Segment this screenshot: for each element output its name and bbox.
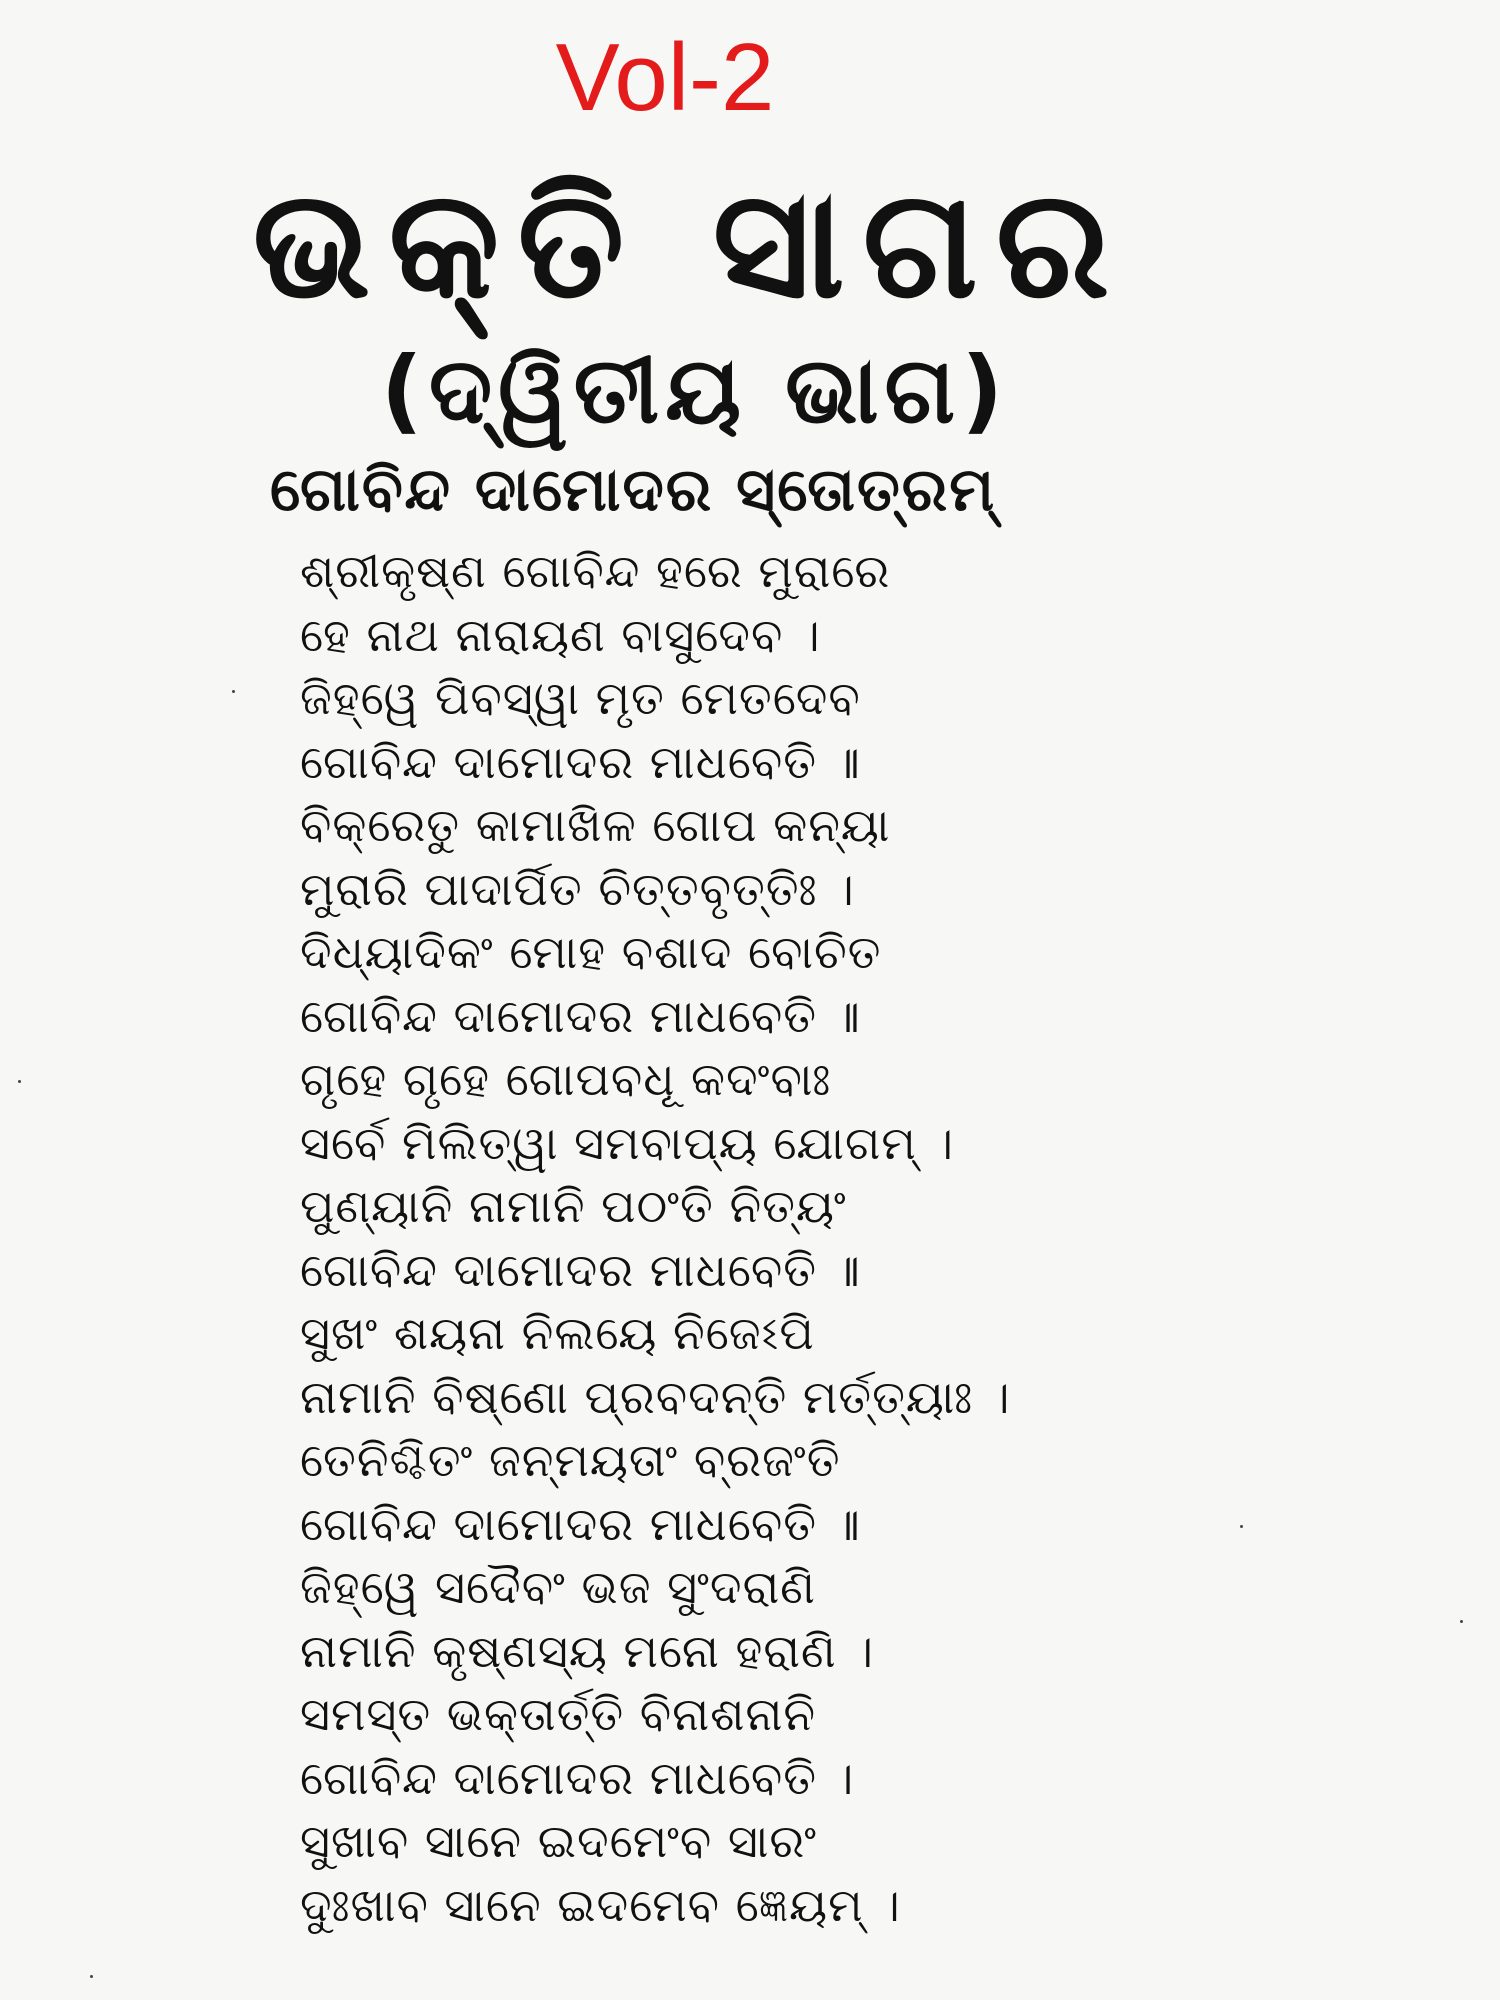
scan-speck (232, 690, 235, 693)
verse-line: ସୁଖାବ ସାନେ ଇଦମେଂବ ସାରଂ (300, 1814, 818, 1868)
verse-line: ନାମାନି ବିଷ୍ଣୋ ପ୍ରବଦନ୍ତି ମର୍ତ୍ତ୍ୟାଃ । (300, 1369, 1011, 1424)
verse-line: ଗୋବିନ୍ଦ ଦାମୋଦର ମାଧବେତି ॥ (300, 988, 861, 1043)
verse-line: ସୁଖଂ ଶୟନା ନିଲୟେ ନିଜେଽପି (300, 1306, 815, 1360)
verse-line: ଗୋବିନ୍ଦ ଦାମୋଦର ମାଧବେତି ॥ (300, 1496, 861, 1551)
book-title: ଭକ୍ତି ସାଗର (252, 158, 1128, 332)
book-subtitle: (ଦ୍ୱିତୀୟ ଭାଗ) (380, 337, 1010, 444)
verse-list (300, 540, 1200, 1937)
volume-label: Vol-2 (555, 24, 775, 131)
verse-line: ସର୍ବେ ମିଲିତ୍ୱା ସମବାପ୍ୟ ଯୋଗମ୍ । (300, 1115, 955, 1170)
scan-speck (90, 1975, 93, 1978)
verse-line: ବିକ୍ରେତୁ କାମାଖିଳ ଗୋପ କନ୍ୟା (300, 798, 891, 852)
verse-line: ସମସ୍ତ ଭକ୍ତାର୍ତ୍ତି ବିନାଶନାନି (300, 1687, 817, 1741)
verse-line: ତେନିଶ୍ଚିତଂ ଜନ୍ମୟତାଂ ବ୍ରଜଂତି (300, 1433, 841, 1487)
scan-speck (18, 1080, 21, 1083)
verse-line: ଶ୍ରୀକୃଷ୍ଣ ଗୋବିନ୍ଦ ହରେ ମୁରାରେ (300, 544, 891, 598)
verse-line: ଗୋବିନ୍ଦ ଦାମୋଦର ମାଧବେତି । (300, 1750, 855, 1805)
scan-speck (1460, 1620, 1463, 1623)
verse-line: ଦୁଃଖାବ ସାନେ ଇଦମେବ ଜ୍ଞେୟମ୍ । (300, 1877, 901, 1932)
verse-line: ପୁଣ୍ୟାନି ନାମାନି ପଠଂତି ନିତ୍ୟଂ (300, 1179, 847, 1233)
verse-line: ଗୋବିନ୍ଦ ଦାମୋଦର ମାଧବେତି ॥ (300, 734, 861, 789)
verse-line: ମୁରାରି ପାଦାର୍ପିତ ଚିତ୍ତବୃତ୍ତିଃ । (300, 861, 855, 916)
verse-line: ନାମାନି କୃଷ୍ଣସ୍ୟ ମନୋ ହରାଣି । (300, 1623, 875, 1678)
verse-line: ଗୋବିନ୍ଦ ଦାମୋଦର ମାଧବେତି ॥ (300, 1242, 861, 1297)
verse-line: ହେ ନାଥ ନାରାୟଣ ବାସୁଦେବ । (300, 607, 821, 662)
verse-line: ଦିଧ୍ୟାଦିକଂ ମୋହ ବଶାଦ ବୋଚିତ (300, 925, 882, 979)
verse-line: ଗୃହେ ଗୃହେ ଗୋପବଧୂ କଦଂବାଃ (300, 1052, 832, 1106)
hymn-title: ଗୋବିନ୍ଦ ଦାମୋଦର ସ୍ତୋତ୍ରମ୍ (270, 455, 997, 525)
scan-speck (1240, 1525, 1243, 1528)
verse-line: ଜିହ୍ୱେ ସଦୈବଂ ଭଜ ସୁଂଦରାଣି (300, 1560, 816, 1614)
verse-line: ଜିହ୍ୱେ ପିବସ୍ୱା ମୃତ ମେତଦେବ (300, 671, 861, 725)
